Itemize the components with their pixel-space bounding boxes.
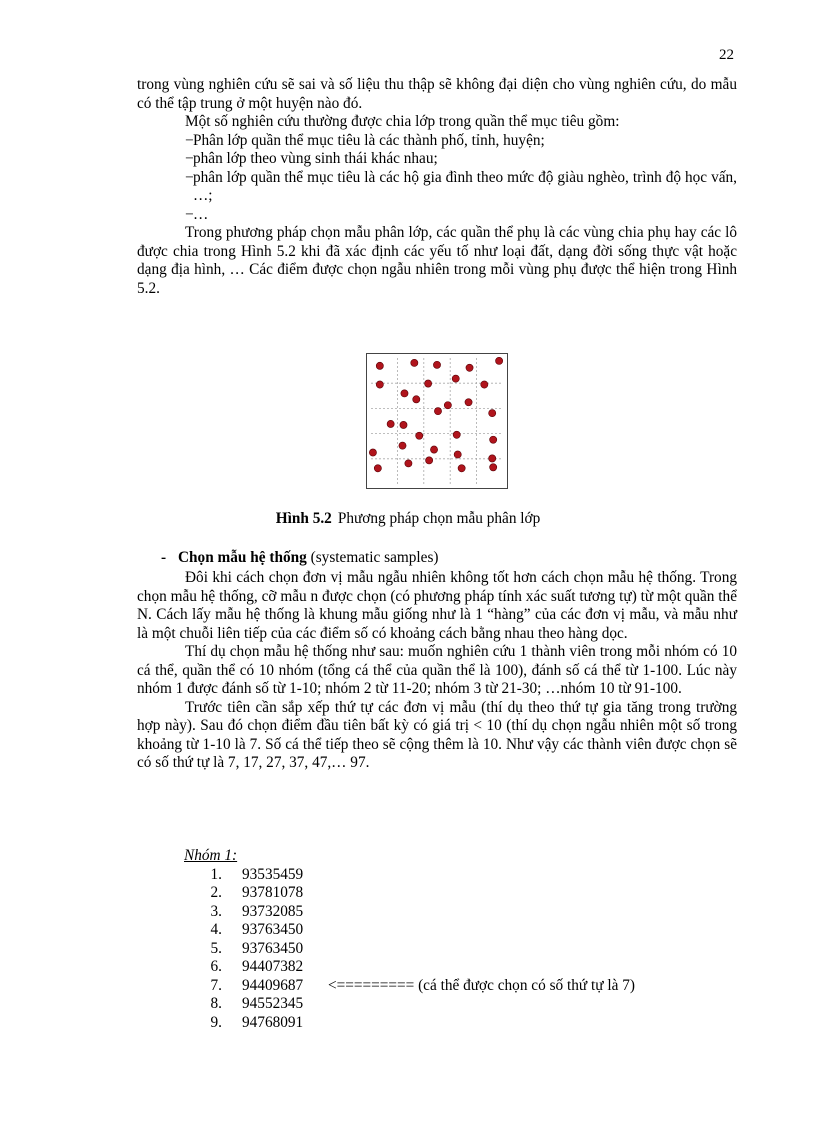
item-index: 8. <box>210 995 222 1012</box>
item-index: 1. <box>210 865 222 883</box>
stratified-sampling-figure <box>366 353 508 489</box>
item-value: 94407382 <box>242 958 304 975</box>
list-item <box>184 939 304 959</box>
sample-dot <box>452 375 459 382</box>
item-index: 3. <box>210 902 222 920</box>
group-rows <box>184 865 635 1033</box>
list-item <box>184 884 304 903</box>
sample-dot <box>466 364 473 371</box>
stratified-grid <box>367 354 507 488</box>
sample-dot <box>401 390 408 397</box>
dash-bullet: − <box>185 168 194 186</box>
item-value: 93763450 <box>242 921 304 938</box>
sample-dot <box>481 381 488 388</box>
item-value: 94409687 <box>242 976 304 994</box>
sample-dot <box>376 362 383 369</box>
list-item <box>184 921 304 940</box>
item-value: 93535459 <box>242 865 304 883</box>
systematic-title: Chọn mẫu hệ thống <box>178 549 307 566</box>
list-item: − … <box>185 205 209 223</box>
item-index: 9. <box>210 1013 222 1031</box>
sample-dot <box>490 436 497 443</box>
sample-dot <box>399 442 406 449</box>
sample-dot <box>490 464 497 471</box>
sample-dot <box>416 432 423 439</box>
sample-dot <box>411 359 418 366</box>
item-value: 94552345 <box>242 995 304 1012</box>
list-item: − phân lớp theo vùng sinh thái khác nhau; <box>185 150 438 167</box>
item-index: 2. <box>210 884 222 901</box>
sample-dot <box>430 446 437 453</box>
sample-dot <box>376 381 383 388</box>
sample-dot <box>489 410 496 417</box>
item-index: 7. <box>210 976 222 994</box>
strata-list <box>137 132 737 225</box>
item-value: 93763450 <box>242 939 304 957</box>
sample-dot <box>400 421 407 428</box>
item-value: 93732085 <box>242 902 304 920</box>
sample-dot <box>465 399 472 406</box>
systematic-paragraph-2: Thí dụ chọn mẫu hệ thống như sau: muốn nghiên cứu 1 thành viên trong mỗi nhóm có 10 cá thể, quần thể có 10 nhóm (tổng cá thể của quần thể là 100), đánh số cá thể từ 1-100. Lúc này nhóm 1 được đánh số từ 1-10; nhóm 2 từ 11-20; nhóm 3 từ 21-30; …nhóm 10 từ 91-100. <box>137 643 737 697</box>
intro-paragraph: trong vùng nghiên cứu sẽ sai và số liệu thu thập sẽ không đại diện cho vùng nghiên cứu, do mẫu có thể tập trung ở một huyện nào đó. <box>137 76 737 112</box>
systematic-paragraph-3: Trước tiên cần sắp xếp thứ tự các đơn vị mẫu (thí dụ theo thứ tự gia tăng trong trường hợp này). Sau đó chọn điểm đầu tiên bất kỳ có giá trị < 10 (thí dụ chọn ngẫu nhiên một số trong khoảng từ 1-10 là 7. Số cá thể tiếp theo sẽ cộng thêm là 10. Như vậy các thành viên được chọn sẽ có số thứ tự là 7, 17, 27, 37, 47,… 97. <box>137 698 737 771</box>
list-item <box>184 958 304 977</box>
dash-bullet: − <box>185 205 194 223</box>
sample-dot <box>369 449 376 456</box>
figure-caption-text: Phương pháp chọn mẫu phân lớp <box>337 510 541 527</box>
item-index: 6. <box>210 958 222 975</box>
sample-dot <box>426 457 433 464</box>
sample-dot <box>458 465 465 472</box>
item-index: 5. <box>210 939 222 957</box>
systematic-heading <box>161 549 439 567</box>
list-item <box>184 976 635 996</box>
list-item: − Phân lớp quần thể mục tiêu là các thành phố, tỉnh, huyện; <box>185 131 545 149</box>
sample-dot <box>454 451 461 458</box>
systematic-title-en: (systematic samples) <box>310 549 439 566</box>
sample-dot <box>387 420 394 427</box>
intro-section <box>137 76 737 298</box>
list-item: − phân lớp quần thể mục tiêu là các hộ gia đình theo mức độ giàu nghèo, trình độ học vấn, …; <box>185 168 737 204</box>
sample-dot <box>489 455 496 462</box>
sample-dot <box>425 380 432 387</box>
list-item <box>184 995 304 1014</box>
list-item <box>184 902 304 922</box>
dash-bullet: − <box>185 150 194 167</box>
figure-label: Hình 5.2 <box>275 510 332 527</box>
strata-intro: Một số nghiên cứu thường được chia lớp trong quần thể mục tiêu gồm: <box>185 113 620 130</box>
item-value: 94768091 <box>242 1013 304 1031</box>
systematic-paragraph-1: Đôi khi cách chọn đơn vị mẫu ngẫu nhiên không tốt hơn cách chọn mẫu hệ thống. Trong chọn mẫu hệ thống, cỡ mẫu n được chọn (có phương pháp tính xác suất tương tự) từ một quần thể N. Cách lấy mẫu hệ thống là khung mẫu giống như là 1 “hàng” của các đơn vị mẫu, và mẫu như là một chuỗi liên tiếp của các điểm số có khoảng cách bằng nhau theo hàng dọc. <box>137 569 737 642</box>
stratified-paragraph: Trong phương pháp chọn mẫu phân lớp, các quần thể phụ là các vùng chia phụ hay các lô được chia trong Hình 5.2 khi đã xác định các yếu tố như loại đất, dạng đời sống thực vật hoặc dạng địa hình, … Các điểm được chọn ngẫu nhiên trong mỗi vùng phụ được thể hiện trong Hình 5.2. <box>137 224 737 297</box>
item-index: 4. <box>210 921 222 938</box>
dash-bullet: − <box>185 131 194 149</box>
heading-bullet: - <box>161 549 167 566</box>
systematic-section <box>137 569 737 773</box>
sample-dot <box>444 402 451 409</box>
group-label: Nhóm 1: <box>184 847 238 864</box>
sample-dot <box>433 361 440 368</box>
figure-caption <box>0 510 816 528</box>
sample-dot <box>496 357 503 364</box>
sample-dot <box>434 408 441 415</box>
item-value: 93781078 <box>242 884 304 901</box>
sample-dot <box>405 460 412 467</box>
sample-dot <box>453 431 460 438</box>
page-number: 22 <box>719 47 734 63</box>
list-item <box>184 865 304 885</box>
list-item <box>184 1013 304 1033</box>
group-list <box>184 847 635 1032</box>
selected-note: <========= (cá thể được chọn có số thứ tự là 7) <box>328 976 635 994</box>
sample-dot <box>413 396 420 403</box>
sample-dot <box>374 465 381 472</box>
